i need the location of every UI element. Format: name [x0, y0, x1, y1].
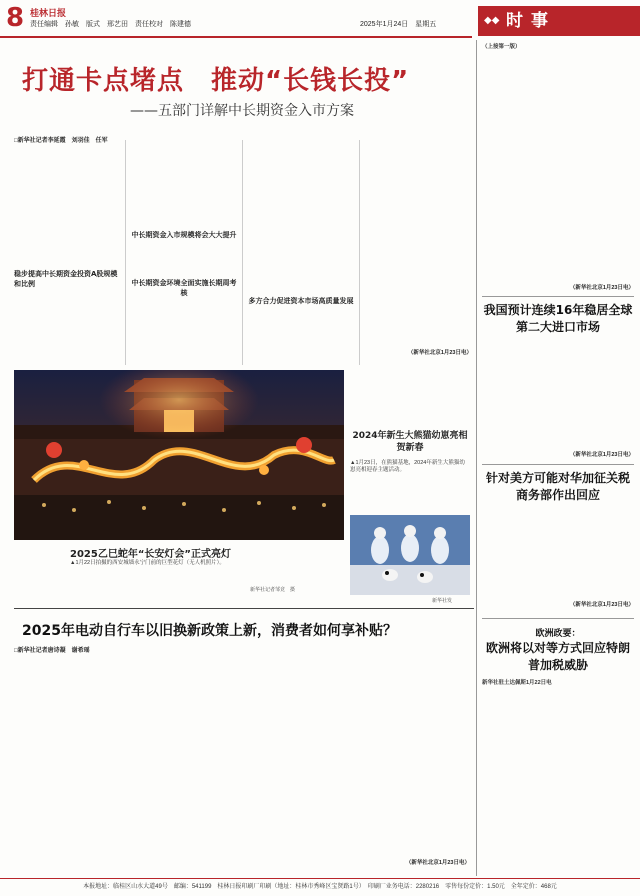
lead-subheadline: ——五部门详解中长期资金入市方案 — [130, 103, 354, 119]
lead-column-2 — [130, 140, 238, 365]
tariff-body — [482, 508, 634, 608]
section-title: 时事 — [506, 11, 556, 31]
paper-name: 桂林日报 — [30, 9, 67, 19]
section-banner — [478, 6, 640, 36]
eu-byline: 新华社驻土达佩斯1月22日电 — [482, 680, 552, 686]
lead-column-3 — [247, 140, 355, 365]
tariff-source: （新华社北京1月23日电） — [569, 602, 634, 608]
lead-subhead: 中长期资金环境全面实施长期周考核 — [131, 279, 237, 297]
trade-body — [482, 340, 634, 458]
right-column-divider — [476, 40, 477, 876]
panda-caption: ▲1月23日，在熊猫基地，2024年新生大熊猫幼崽亮相迎春主题活动。 — [350, 460, 465, 473]
section-dots: ◆◆ — [484, 15, 500, 26]
lead-column-1 — [14, 145, 122, 365]
ebike-byline: □新华社记者唐诗凝 谢希瑶 — [14, 648, 90, 654]
trade-source: （新华社北京1月23日电） — [569, 452, 634, 458]
story-rule — [482, 464, 634, 465]
trade-headline: 我国预计连续16年稳居全球第二大进口市场 — [483, 303, 633, 334]
lantern-festival-photo — [14, 370, 344, 540]
column-divider — [359, 140, 360, 365]
lantern-caption: ▲1月22日拍摄的西安城墙永宁门前的巨型花灯（无人机照片）。 — [70, 560, 225, 566]
page-number: 8 — [6, 3, 25, 33]
lead-byline: □新华社记者李延霞 刘羽佳 任军 — [14, 138, 108, 144]
eu-headline: 欧洲将以对等方式回应特朗普加税威胁 — [485, 641, 630, 672]
editors-line: 责任编辑 孙敏 版式 邢艺田 责任校对 陈建德 — [30, 21, 191, 28]
story-rule — [482, 618, 634, 619]
column-divider — [242, 140, 243, 365]
section-rule — [14, 608, 474, 609]
column-divider — [125, 140, 126, 365]
lantern-caption-title: 2025乙巳蛇年“长安灯会”正式亮灯 — [70, 549, 231, 560]
lead-subhead: 中长期资金入市规模将会大大提升 — [131, 231, 237, 239]
eu-body — [482, 680, 634, 874]
lead-headline: 打通卡点堵点 推动“长钱长投” — [22, 66, 410, 96]
ebike-source: （新华社北京1月23日电） — [405, 860, 470, 866]
lead-subhead: 稳步提高中长期资金投资A股规模和比例 — [14, 270, 118, 288]
right-top-story — [482, 44, 634, 292]
ebike-headline: 2025年电动自行车以旧换新政策上新，消费者如何享补贴？ — [22, 623, 397, 639]
issue-date: 2025年1月24日 星期五 — [360, 21, 437, 28]
lead-column-4 — [364, 140, 472, 365]
lead-source: （新华社北京1月23日电） — [407, 350, 472, 356]
panda-photo — [350, 515, 470, 595]
continuation-label: （上接第一版） — [482, 44, 521, 50]
lead-subhead: 多方合力促进资本市场高质量发展 — [248, 297, 354, 305]
ebike-body — [14, 655, 474, 873]
right-top-source: （新华社北京1月23日电） — [569, 285, 634, 291]
panda-title: 2024年新生大熊猫幼崽亮相贺新春 — [352, 431, 468, 453]
lantern-photo-credit: 新华社记者邹竞 摄 — [250, 587, 296, 593]
story-rule — [482, 296, 634, 297]
header-rule — [0, 36, 472, 38]
page-footer: 本报地址：临桂区山水大道49号 邮编：541199 桂林日报印刷厂印刷（地址：桂林市秀峰区宝贤路1号） 印刷厂业务电话：2280216 零售每份定价：1.50元 全年定价：468元 — [0, 878, 640, 896]
eu-kicker: 欧洲政要： — [535, 629, 581, 639]
panda-photo-credit: 新华社发 — [432, 598, 453, 604]
tariff-headline: 针对美方可能对华加征关税商务部作出回应 — [485, 471, 630, 502]
